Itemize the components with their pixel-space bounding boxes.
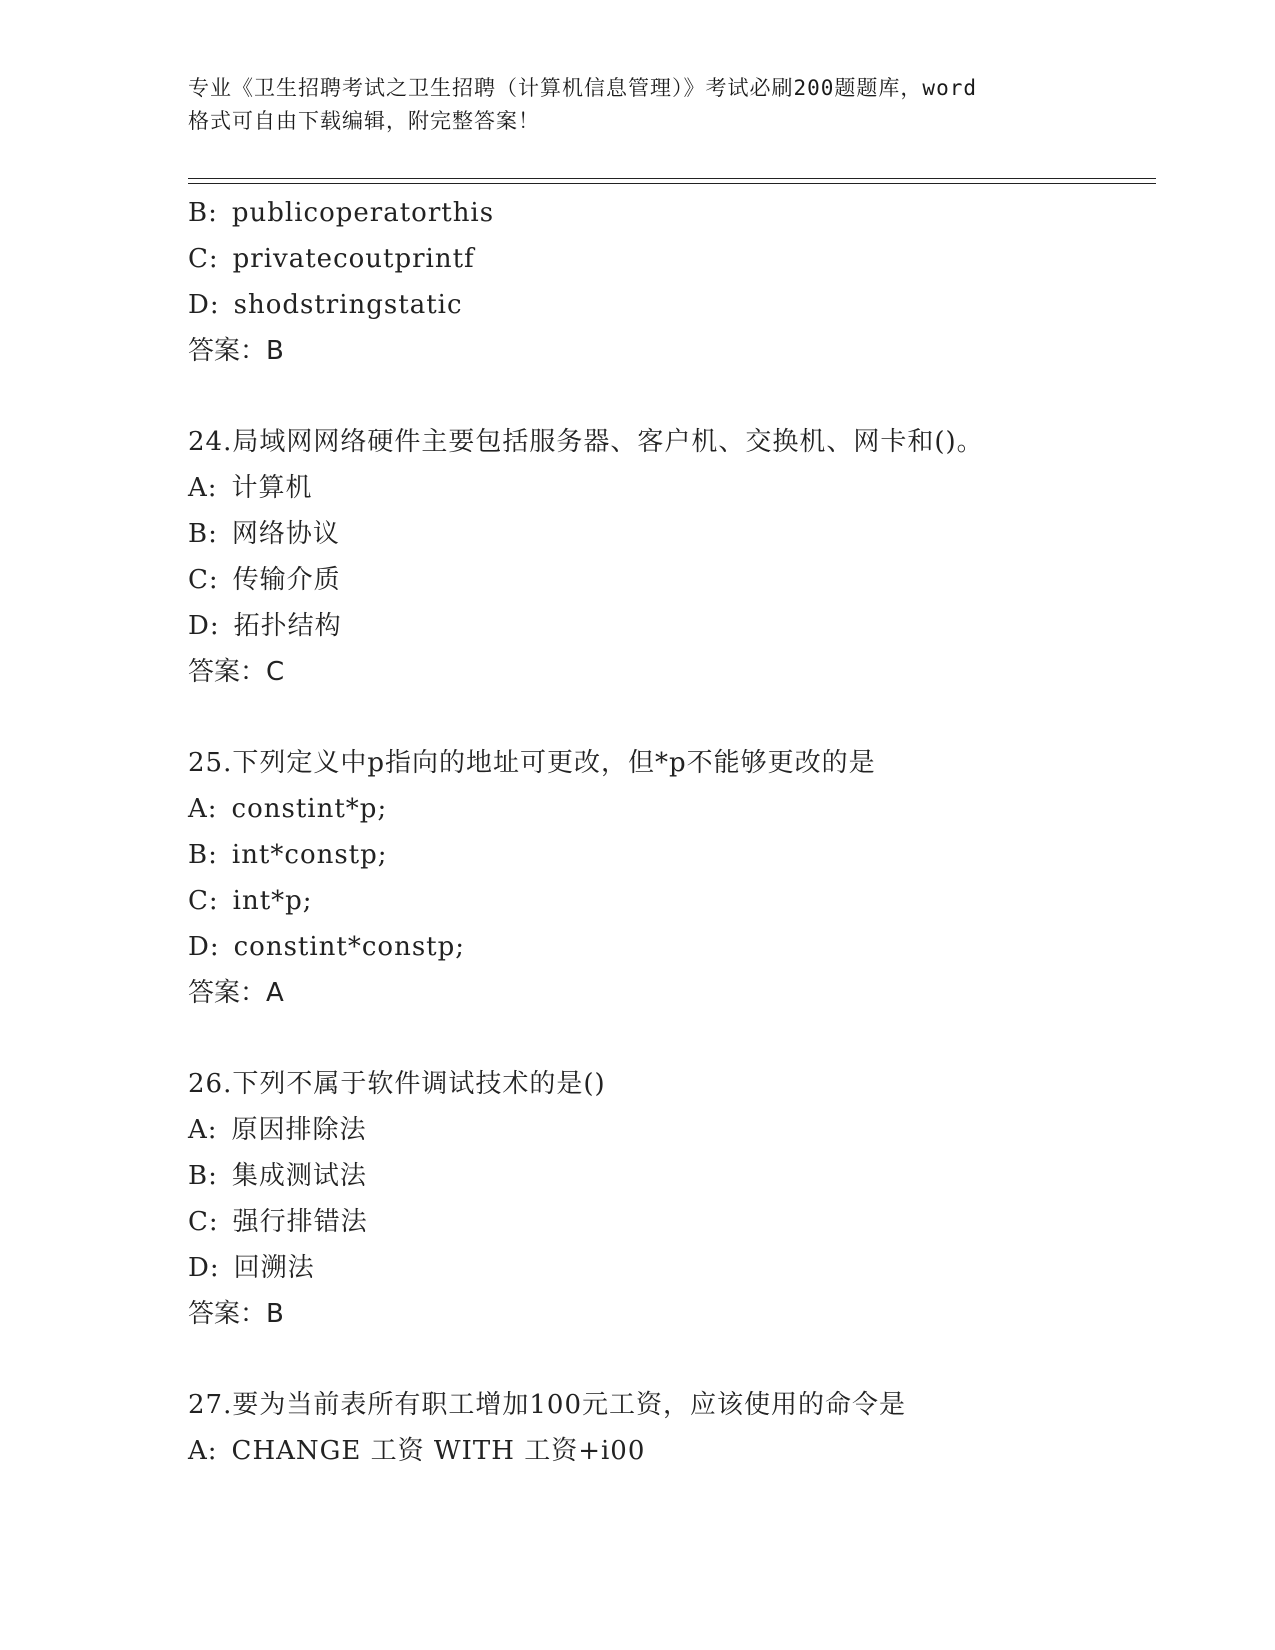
option-text: int*p; xyxy=(232,886,313,916)
question-block xyxy=(188,1382,1156,1474)
question-number: 25. xyxy=(188,748,233,778)
question-stem xyxy=(188,419,1156,465)
question-stem xyxy=(188,1382,1156,1428)
option-label: D: xyxy=(188,932,220,962)
option-text: constint*constp; xyxy=(233,932,466,962)
question-stem xyxy=(188,1061,1156,1107)
option-text: shodstringstatic xyxy=(233,290,463,320)
header-divider-top xyxy=(188,178,1156,179)
option-text: CHANGE 工资 WITH 工资+i00 xyxy=(231,1436,646,1466)
option-row xyxy=(188,832,1156,878)
option-label: D: xyxy=(188,1253,220,1283)
header-line-2: 格式可自由下载编辑，附完整答案！ xyxy=(188,109,540,133)
option-label: A: xyxy=(188,794,218,824)
option-row xyxy=(188,1428,1156,1474)
answer-line: 答案：A xyxy=(188,978,284,1008)
option-label: C: xyxy=(188,244,219,274)
option-text: publicoperatorthis xyxy=(231,198,495,228)
option-text: 原因排除法 xyxy=(231,1115,367,1145)
option-label: A: xyxy=(188,473,218,503)
option-label: C: xyxy=(188,886,219,916)
question-block xyxy=(188,419,1156,695)
option-label: B: xyxy=(188,1161,218,1191)
question-number: 24. xyxy=(188,427,233,457)
option-row xyxy=(188,236,1156,282)
option-row xyxy=(188,511,1156,557)
question-number: 27. xyxy=(188,1390,233,1420)
option-row xyxy=(188,878,1156,924)
question-block xyxy=(188,740,1156,1016)
question-block xyxy=(188,190,1156,374)
option-text: int*constp; xyxy=(231,840,388,870)
option-row xyxy=(188,924,1156,970)
question-text: 下列不属于软件调试技术的是() xyxy=(232,1069,606,1099)
option-label: B: xyxy=(188,519,218,549)
option-text: 网络协议 xyxy=(231,519,340,549)
option-row xyxy=(188,465,1156,511)
option-row xyxy=(188,1107,1156,1153)
document-header xyxy=(188,72,1088,138)
answer-line: 答案：B xyxy=(188,1299,284,1329)
option-label: B: xyxy=(188,198,218,228)
option-row xyxy=(188,786,1156,832)
option-label: B: xyxy=(188,840,218,870)
answer-line: 答案：B xyxy=(188,336,284,366)
option-label: D: xyxy=(188,290,220,320)
question-text: 下列定义中p指向的地址可更改，但*p不能够更改的是 xyxy=(232,748,876,778)
option-text: 拓扑结构 xyxy=(233,611,342,641)
option-text: 传输介质 xyxy=(232,565,341,595)
option-label: C: xyxy=(188,565,219,595)
option-row xyxy=(188,1199,1156,1245)
question-block xyxy=(188,1061,1156,1337)
option-text: 集成测试法 xyxy=(231,1161,367,1191)
answer-line: 答案：C xyxy=(188,657,285,687)
option-row xyxy=(188,1245,1156,1291)
header-divider-bottom xyxy=(188,183,1156,184)
option-label: A: xyxy=(188,1115,218,1145)
option-text: 回溯法 xyxy=(233,1253,315,1283)
option-row xyxy=(188,557,1156,603)
option-row xyxy=(188,1153,1156,1199)
question-list xyxy=(188,190,1156,1474)
question-number: 26. xyxy=(188,1069,233,1099)
option-row xyxy=(188,282,1156,328)
question-text: 局域网网络硬件主要包括服务器、客户机、交换机、网卡和()。 xyxy=(232,427,984,457)
option-text: constint*p; xyxy=(231,794,388,824)
option-text: 强行排错法 xyxy=(232,1207,368,1237)
question-text: 要为当前表所有职工增加100元工资，应该使用的命令是 xyxy=(232,1390,906,1420)
option-row xyxy=(188,603,1156,649)
option-row xyxy=(188,190,1156,236)
option-text: 计算机 xyxy=(231,473,313,503)
option-text: privatecoutprintf xyxy=(232,244,475,274)
option-label: A: xyxy=(188,1436,218,1466)
option-label: C: xyxy=(188,1207,219,1237)
question-stem xyxy=(188,740,1156,786)
option-label: D: xyxy=(188,611,220,641)
header-line-1: 专业《卫生招聘考试之卫生招聘（计算机信息管理）》考试必刷200题题库，word xyxy=(188,76,977,100)
